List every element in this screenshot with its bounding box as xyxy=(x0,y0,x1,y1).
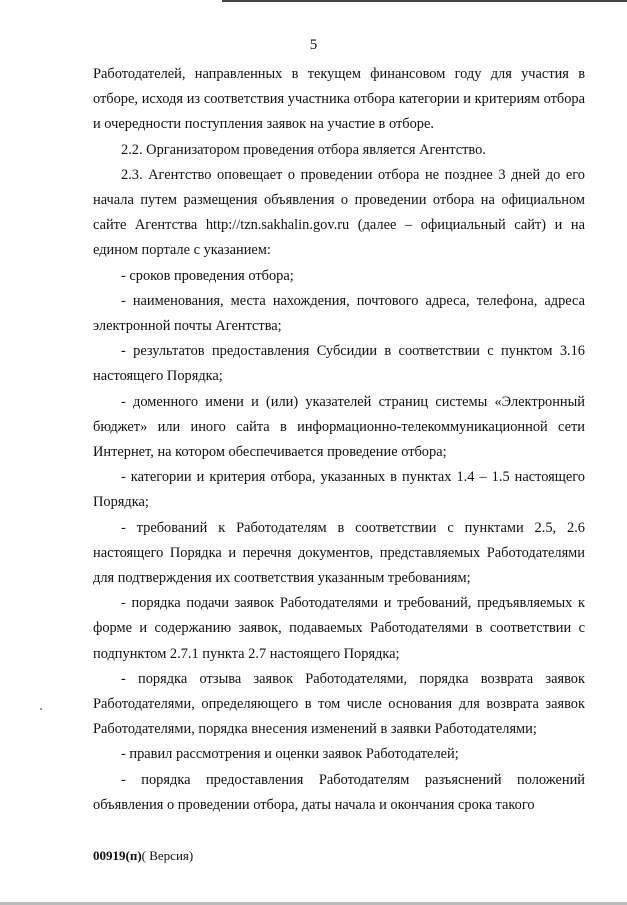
list-item-clarifications: - порядка предоставления Работодателям разъяснений положений объявления о проведении отбора, даты начала и окончания срока такого xyxy=(93,771,585,813)
document-code: 00919(п) xyxy=(93,848,142,863)
list-item-employer-requirements: - требований к Работодателям в соответствии с пунктами 2.5, 2.6 настоящего Порядка и перечня документов, представляемых Работодателями для подтверждения их соответствия указанным требованиям; xyxy=(93,519,585,587)
scan-speck xyxy=(40,708,42,710)
list-item-subsidy-results: - результатов предоставления Субсидии в соответствии с пунктом 3.16 настоящего Порядка; xyxy=(93,343,585,385)
top-scan-border xyxy=(222,0,627,2)
list-item-agency-contacts: - наименования, места нахождения, почтового адреса, телефона, адреса электронной почты Агентства; xyxy=(93,292,585,335)
list-item-deadlines: - сроков проведения отбора; xyxy=(121,267,294,284)
paragraph-2-2: 2.2. Организатором проведения отбора является Агентство. xyxy=(121,141,486,158)
paragraph-2-3: 2.3. Агентство оповещает о проведении отбора не позднее 3 дней до его начала путем размещения объявления о проведении отбора на официальном сайте Агентства http://tzn.sakhalin.gov.ru (далее – официальный сайт) и на едином портале с указанием: xyxy=(93,166,585,259)
list-item-application-withdrawal: - порядка отзыва заявок Работодателями, порядка возврата заявок Работодателями, определяющего в том числе основания для возврата заявок Работодателями, порядка внесения изменений в заявки Работодателями; xyxy=(93,670,585,738)
list-item-review-rules: - правил рассмотрения и оценки заявок Работодателей; xyxy=(121,746,459,763)
document-version: ( Версия) xyxy=(141,848,194,863)
list-item-application-procedure: - порядка подачи заявок Работодателями и требований, предъявляемых к форме и содержанию заявок, подаваемых Работодателями в соответствии с подпунктом 2.7.1 пункта 2.7 настоящего Порядка; xyxy=(93,595,585,662)
page-number: 5 xyxy=(309,37,318,53)
document-body xyxy=(93,62,585,818)
list-item-domain-name: - доменного имени и (или) указателей страниц системы «Электронный бюджет» или иного сайта в информационно-телекоммуникационной сети Интернет, на котором обеспечивается проведение отбора; xyxy=(93,393,585,461)
document-footer xyxy=(93,848,193,864)
list-item-selection-criteria: - категории и критерия отбора, указанных в пунктах 1.4 – 1.5 настоящего Порядка; xyxy=(93,469,585,511)
paragraph-continuation: Работодателей, направленных в текущем финансовом году для участия в отборе, исходя из соответствия участника отбора категории и критериям отбора и очередности поступления заявок на участие в отборе. xyxy=(93,66,585,133)
